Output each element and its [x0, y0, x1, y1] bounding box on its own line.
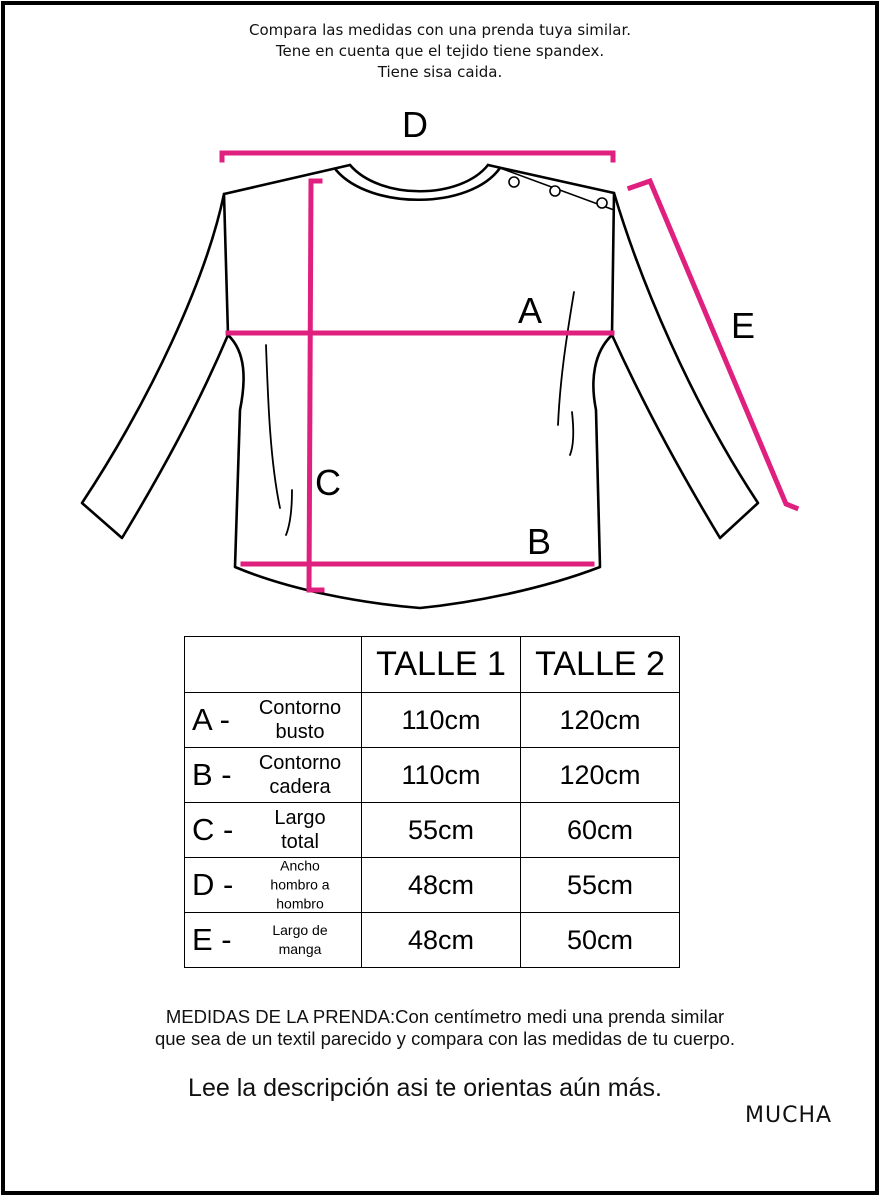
measure-e-line [630, 181, 796, 508]
desc-line: Contorno [258, 752, 342, 774]
column-talle-2: TALLE 2 [521, 637, 680, 693]
measurement-instructions [0, 1006, 880, 1050]
measure-d-line [222, 153, 613, 160]
label-b: B [527, 521, 552, 562]
measure-description [239, 921, 361, 959]
table-row [185, 748, 680, 803]
left-sleeve [82, 194, 228, 538]
measurement-lines [222, 153, 796, 590]
measure-c-line [309, 181, 322, 590]
measure-cell-d [185, 858, 362, 913]
measure-cell-c [185, 803, 362, 858]
size-table [184, 636, 680, 968]
table-row [185, 858, 680, 913]
desc-line: busto [275, 721, 325, 743]
table-header-row [185, 637, 680, 693]
measure-letter: A - [192, 702, 230, 737]
desc-line: hombro [276, 895, 324, 912]
brand-logo: MUCHA [745, 1103, 833, 1128]
sweater-body [224, 165, 614, 608]
table-row [185, 803, 680, 858]
footer-line-2: que sea de un textil parecido y compara con las medidas de tu cuerpo. [154, 1028, 735, 1049]
label-c: C [315, 462, 341, 503]
table-corner-cell [185, 637, 362, 693]
measure-letter: E - [192, 922, 232, 957]
talle-2-value: 120cm [521, 693, 680, 748]
button-icon [509, 177, 519, 187]
desc-line: Contorno [258, 697, 342, 719]
desc-line: Largo de [272, 922, 328, 938]
desc-line: Largo [274, 807, 326, 829]
label-d: D [402, 104, 428, 145]
measure-letter: C - [192, 812, 234, 847]
talle-1-value: 110cm [362, 748, 521, 803]
talle-1-value: 48cm [362, 858, 521, 913]
talle-2-value: 50cm [521, 913, 680, 968]
button-icon [597, 198, 607, 208]
column-talle-1: TALLE 1 [362, 637, 521, 693]
button-icon [550, 186, 560, 196]
measure-cell-b [185, 748, 362, 803]
right-sleeve [612, 193, 758, 538]
measure-cell-a [185, 693, 362, 748]
talle-1-value: 110cm [362, 693, 521, 748]
footer-note: Lee la descripción asi te orientas aún más. [188, 1074, 662, 1102]
sweater-outline [82, 165, 758, 608]
measure-cell-e [185, 913, 362, 968]
collar-outer [350, 165, 488, 191]
table-row [185, 693, 680, 748]
label-e: E [731, 305, 756, 346]
desc-line: total [281, 831, 319, 853]
talle-1-value: 48cm [362, 913, 521, 968]
table-row [185, 913, 680, 968]
desc-line: hombro a [270, 876, 330, 893]
talle-2-value: 55cm [521, 858, 680, 913]
desc-line: manga [278, 941, 322, 957]
talle-2-value: 60cm [521, 803, 680, 858]
instruction-line-1: Compara las medidas con una prenda tuya similar. [248, 21, 632, 39]
label-a: A [518, 290, 543, 331]
measure-description [239, 857, 361, 914]
measure-description [239, 751, 361, 799]
measure-letter: B - [192, 757, 232, 792]
measure-description [239, 696, 361, 744]
collar-inner [336, 168, 500, 200]
measure-description [239, 806, 361, 854]
measure-letter: D - [192, 867, 234, 902]
instruction-line-3: Tiene sisa caida. [377, 63, 503, 81]
talle-1-value: 55cm [362, 803, 521, 858]
desc-line: cadera [269, 776, 331, 798]
instruction-line-2: Tene en cuenta que el tejido tiene spandex. [275, 42, 605, 60]
talle-2-value: 120cm [521, 748, 680, 803]
footer-line-1: MEDIDAS DE LA PRENDA:Con centímetro medi una prenda similar [165, 1006, 725, 1027]
desc-line: Ancho [280, 857, 320, 874]
